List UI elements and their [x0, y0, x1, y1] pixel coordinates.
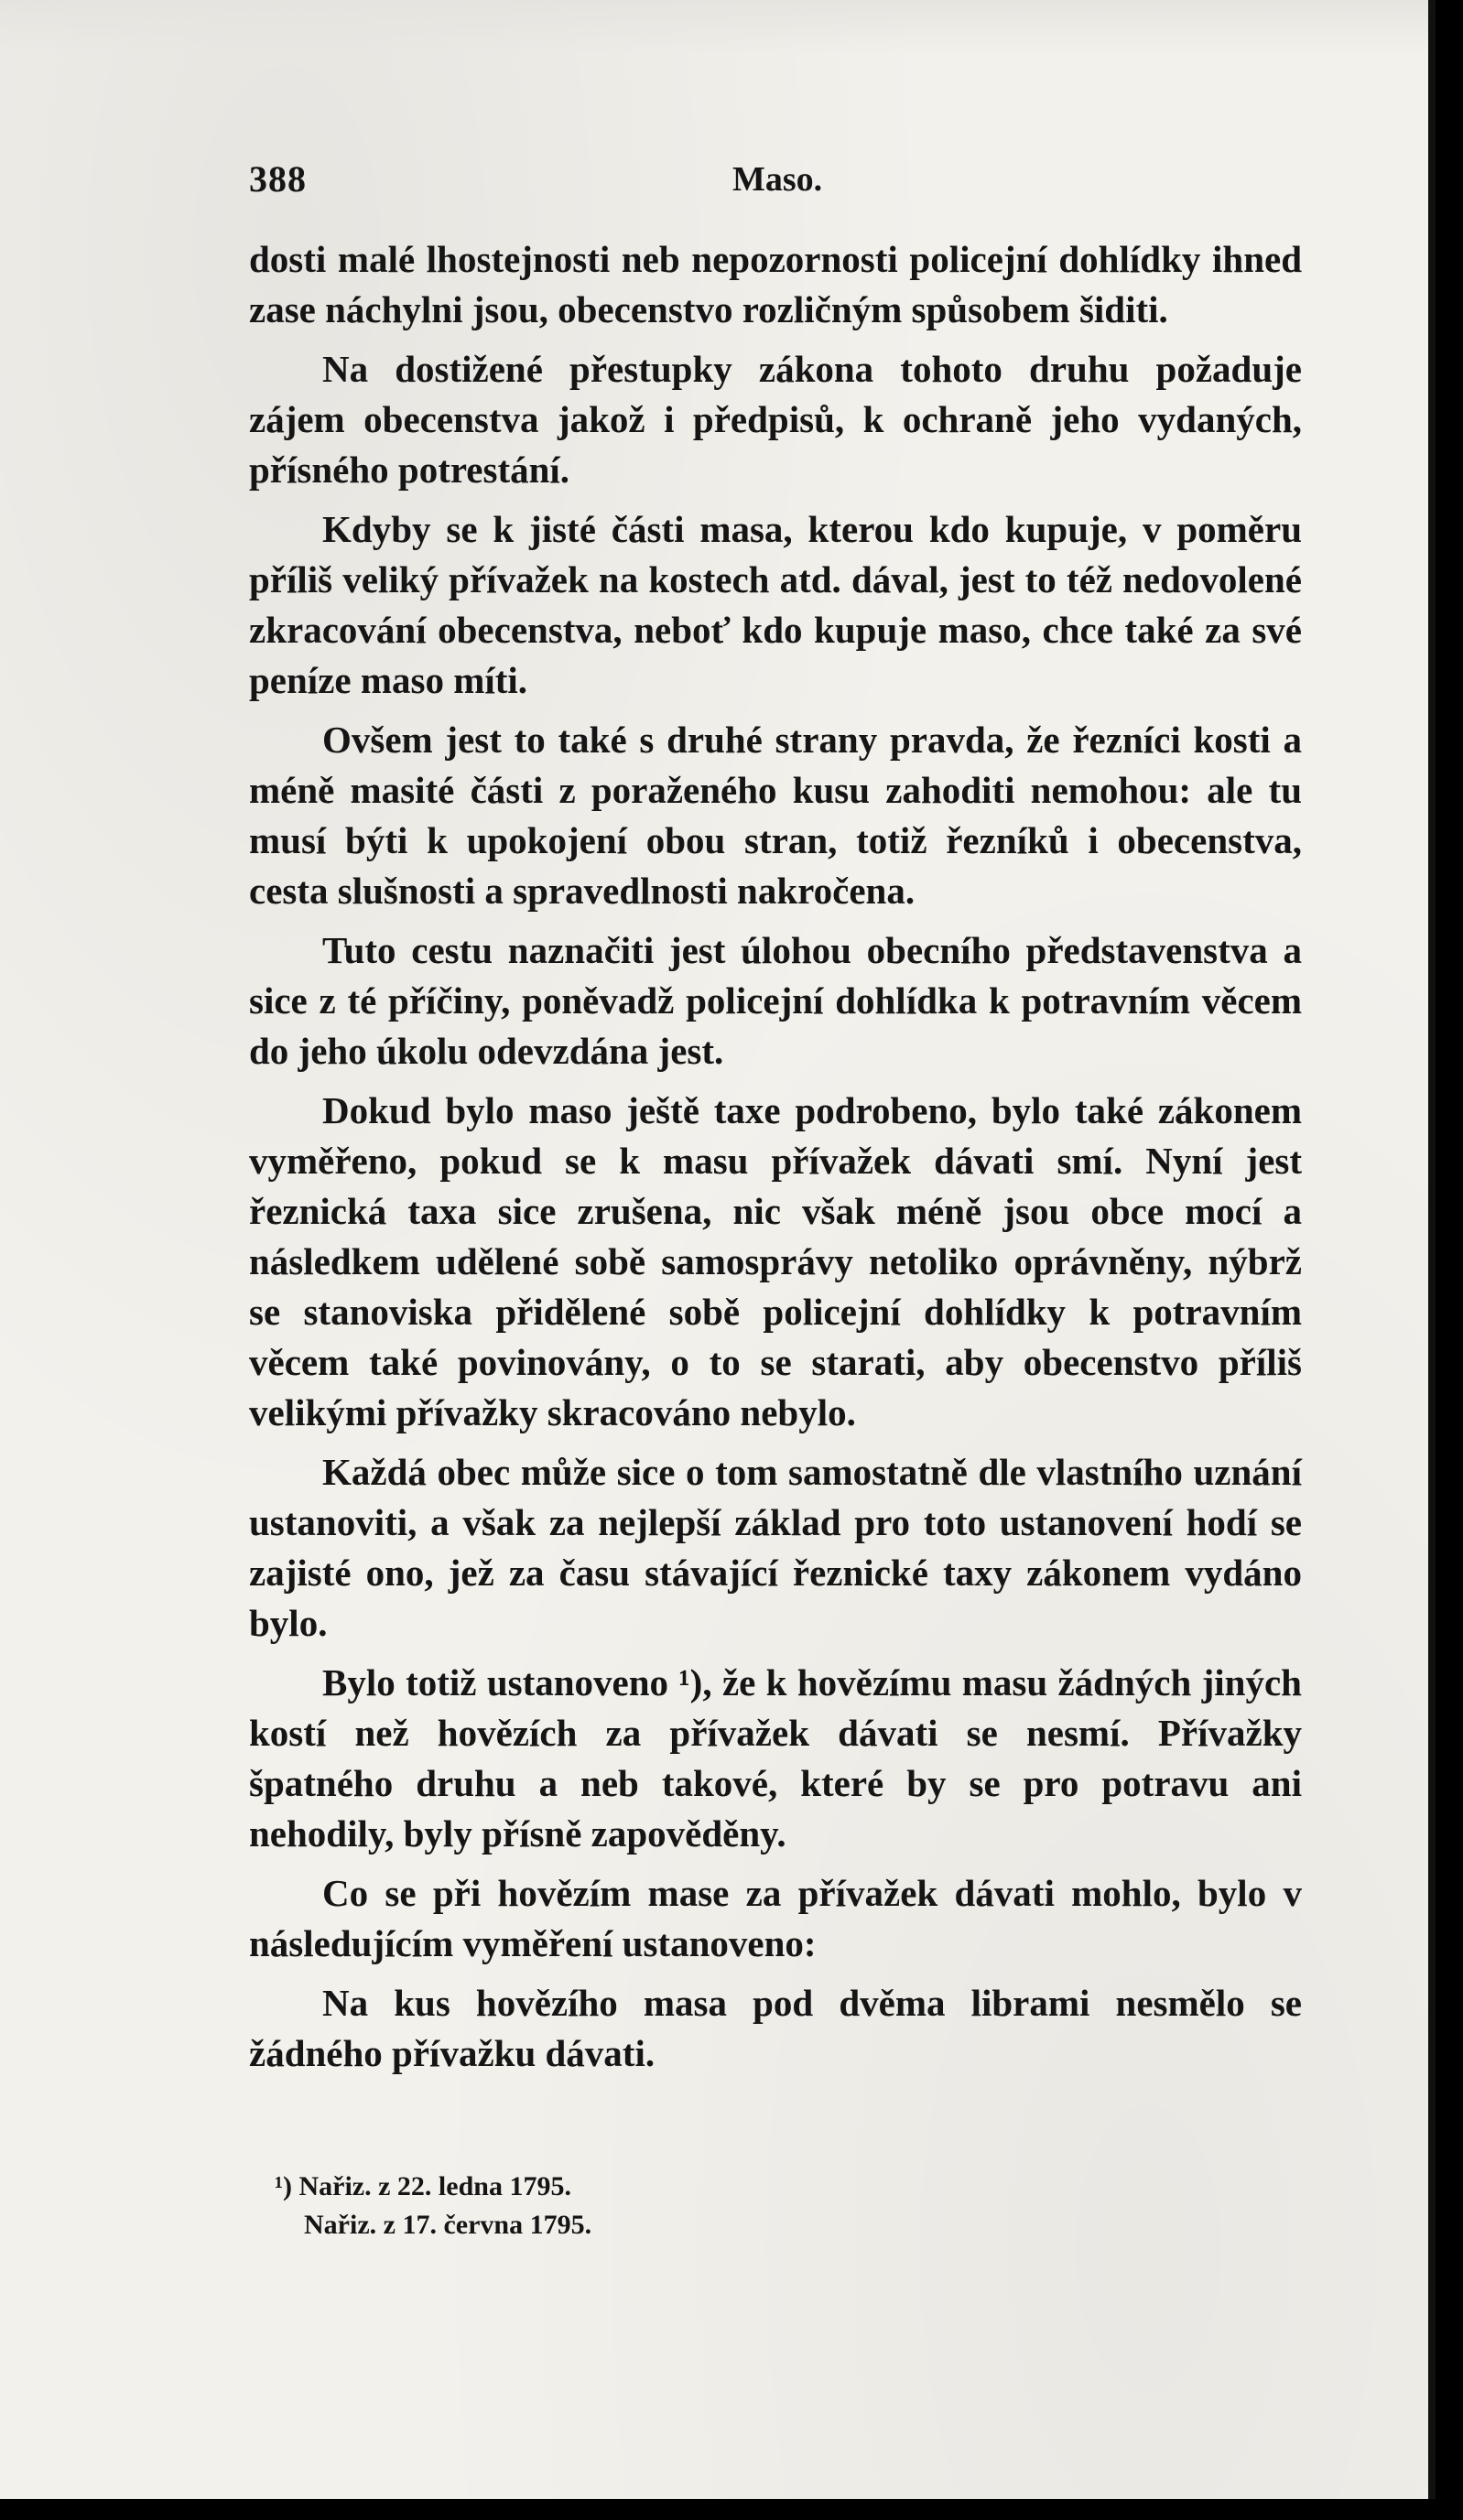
running-head: Maso.	[732, 160, 823, 199]
paragraph-3: Kdyby se k jisté části masa, kterou kdo kupuje, v poměru příliš veliký přívažek na kostech atd. dával, jest to též nedovolené zkracování obecenstva, neboť kdo kupuje maso, chce také za své peníze maso míti.	[249, 508, 1302, 701]
page-number: 388	[249, 158, 307, 200]
paragraph-5: Tuto cestu naznačiti jest úlohou obecního představenstva a sice z té příčiny, poněvadž policejní dohlídka k potravním věcem do jeho úkolu odevzdána jest.	[249, 929, 1302, 1072]
footnotes	[275, 2168, 1099, 2244]
page-top-shadow	[0, 0, 1436, 55]
paragraph-8: Bylo totiž ustanoveno ¹), že k hovězímu masu žádných jiných kostí než hovězích za přívažek dávati se nesmí. Přívažky špatného druhu a neb takové, které by se pro potravu ani nehodily, byly přísně zapověděny.	[249, 1661, 1302, 1855]
paragraph-10: Na kus hovězího masa pod dvěma librami nesmělo se žádného přívažku dávati.	[249, 1982, 1302, 2074]
paragraph-9: Co se při hovězím mase za přívažek dávati mohlo, bylo v následujícím vyměření ustanoveno:	[249, 1872, 1302, 1964]
body-text	[249, 234, 1302, 2088]
paragraph-2: Na dostižené přestupky zákona tohoto druhu požaduje zájem obecenstva jakož i předpisů, k ochraně jeho vydaných, přísného potrestání.	[249, 348, 1302, 491]
footnote-2: Nařiz. z 17. června 1795.	[304, 2210, 592, 2240]
paragraph-7: Každá obec může sice o tom samostatně dle vlastního uznání ustanoviti, a však za nejlepší základ pro toto ustanovení hodí se zajisté ono, jež za času stávající řeznické taxy zákonem vydáno bylo.	[249, 1451, 1302, 1644]
page-right-edge	[1428, 0, 1436, 2499]
paragraph-4: Ovšem jest to také s druhé strany pravda, že řezníci kosti a méně masité části z poraženého kusu zahoditi nemohou: ale tu musí býti k upokojení obou stran, totiž řezníků i obecenstva, cesta slušnosti a spravedlnosti nakročena.	[249, 719, 1302, 912]
paragraph-1: dosti malé lhostejnosti neb nepozornosti policejní dohlídky ihned zase náchylni jsou, obecenstvo rozličným spůsobem šiditi.	[249, 238, 1302, 330]
page-header	[249, 157, 1302, 212]
footnote-1: ¹) Nařiz. z 22. ledna 1795.	[275, 2171, 571, 2201]
paragraph-6: Dokud bylo maso ještě taxe podrobeno, bylo také zákonem vyměřeno, pokud se k masu přívažek dávati smí. Nyní jest řeznická taxa sice zrušena, nic však méně jsou obce mocí a následkem udělené sobě samosprávy netoliko oprávněny, nýbrž se stanoviska přidělené sobě policejní dohlídky k potravním věcem také povinovány, o to se starati, aby obecenstvo příliš velikými přívažky skracováno nebylo.	[249, 1089, 1302, 1433]
